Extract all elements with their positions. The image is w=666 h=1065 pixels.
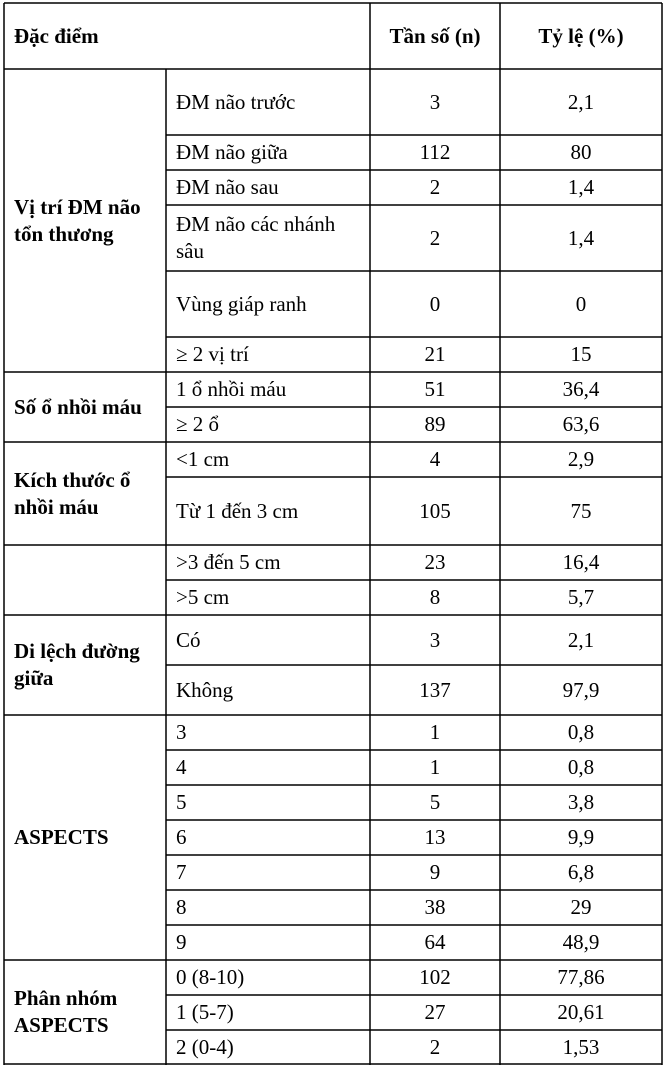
table-cell-pct: 2,1 <box>567 89 595 114</box>
table-cell-pct: 48,9 <box>562 930 600 954</box>
table-cell-pct: 29 <box>570 895 592 919</box>
table-cell-n: 2 <box>429 1034 441 1059</box>
header-frequency: Tần số (n) <box>389 23 481 48</box>
table-cell-label: 0 (8-10) <box>176 965 245 989</box>
table-cell-label: Không <box>176 677 234 702</box>
table-cell-label: 4 <box>176 755 187 779</box>
table-cell-label: 8 <box>176 895 187 919</box>
table-cell-n: 13 <box>424 825 446 849</box>
table-cell-label: 3 <box>176 720 187 744</box>
table-cell-label: <1 cm <box>176 447 230 471</box>
group-aspects: ASPECTS <box>14 825 109 849</box>
group-size: Kích thước ổ nhồi máu <box>14 467 131 519</box>
table-cell-pct: 97,9 <box>562 677 600 702</box>
table-cell-pct: 0,8 <box>567 755 595 779</box>
table-cell-label: 7 <box>176 860 187 884</box>
group-shift: Di lệch đường giữa <box>14 639 140 690</box>
table-cell-n: 2 <box>429 225 441 250</box>
table-cell-label: Từ 1 đến 3 cm <box>176 498 299 523</box>
table-cell-n: 112 <box>419 140 451 164</box>
table-cell-label: Vùng giáp ranh <box>176 291 307 316</box>
table-cell-label: 1 ổ nhồi máu <box>176 377 287 401</box>
table-cell-pct: 63,6 <box>562 412 600 436</box>
table-cell-n: 38 <box>424 895 446 919</box>
table-cell-n: 21 <box>424 342 446 366</box>
table-cell-label: ≥ 2 vị trí <box>176 342 249 366</box>
group-location: Vị trí ĐM não tổn thương <box>14 194 141 246</box>
header-feature: Đặc điểm <box>14 23 99 48</box>
table-cell-label: 6 <box>176 825 187 849</box>
table-cell-label: Có <box>176 627 201 652</box>
header-ratio: Tỷ lệ (%) <box>538 23 624 48</box>
table-cell-label: ĐM não trước <box>176 89 296 114</box>
table-cell-n: 64 <box>424 930 446 954</box>
table-cell-n: 4 <box>429 447 441 471</box>
table-cell-pct: 1,4 <box>567 175 595 199</box>
table-cell-n: 89 <box>424 412 446 436</box>
table-cell-pct: 2,9 <box>567 447 595 471</box>
table-cell-label: ĐM não sau <box>176 175 279 199</box>
table-cell-pct: 1,53 <box>562 1034 600 1059</box>
table-cell-pct: 0 <box>575 291 587 316</box>
table-cell-label: ĐM não giữa <box>176 140 288 164</box>
table-cell-n: 105 <box>419 498 451 523</box>
table-cell-pct: 0,8 <box>567 720 595 744</box>
table-cell-pct: 6,8 <box>567 860 595 884</box>
table-cell-label: >5 cm <box>176 585 230 609</box>
table-cell-label: 2 (0-4) <box>176 1034 234 1059</box>
table-cell-n: 51 <box>424 377 446 401</box>
table-cell-pct: 15 <box>570 342 592 366</box>
table-cell-n: 0 <box>429 291 441 316</box>
table-cell-n: 137 <box>419 677 451 702</box>
table-cell-n: 5 <box>429 790 441 814</box>
table-cell-n: 1 <box>429 755 441 779</box>
table-cell-label: 5 <box>176 790 187 814</box>
table-cell-label: 1 (5-7) <box>176 1000 234 1024</box>
table-cell-n: 3 <box>429 89 441 114</box>
table-cell-pct: 20,61 <box>557 1000 605 1024</box>
table-cell-pct: 9,9 <box>567 825 595 849</box>
table-cell-pct: 80 <box>570 140 592 164</box>
table-cell-pct: 3,8 <box>567 790 595 814</box>
group-count: Số ổ nhồi máu <box>14 394 142 419</box>
table-cell-pct: 5,7 <box>567 585 595 609</box>
table-cell-label: ≥ 2 ổ <box>176 412 220 436</box>
table-cell-n: 8 <box>429 585 441 609</box>
table-cell-n: 2 <box>429 175 441 199</box>
table-cell-n: 27 <box>424 1000 446 1024</box>
table-cell-label: ĐM não các nhánh sâu <box>176 212 336 263</box>
group-aspects-subgroup: Phân nhóm ASPECTS <box>14 986 118 1037</box>
table-cell-n: 102 <box>419 965 451 989</box>
table-cell-n: 1 <box>429 720 441 744</box>
table-cell-label: 9 <box>176 930 187 954</box>
table-cell-label: >3 đến 5 cm <box>176 550 281 574</box>
table-cell-pct: 75 <box>570 498 592 523</box>
table-cell-pct: 16,4 <box>562 550 600 574</box>
table-cell-pct: 77,86 <box>557 965 605 989</box>
table-cell-n: 9 <box>429 860 441 884</box>
table-cell-n: 23 <box>424 550 446 574</box>
table-cell-pct: 2,1 <box>567 627 595 652</box>
table-cell-pct: 1,4 <box>567 225 595 250</box>
table-cell-pct: 36,4 <box>562 377 600 401</box>
table-cell-n: 3 <box>429 627 441 652</box>
